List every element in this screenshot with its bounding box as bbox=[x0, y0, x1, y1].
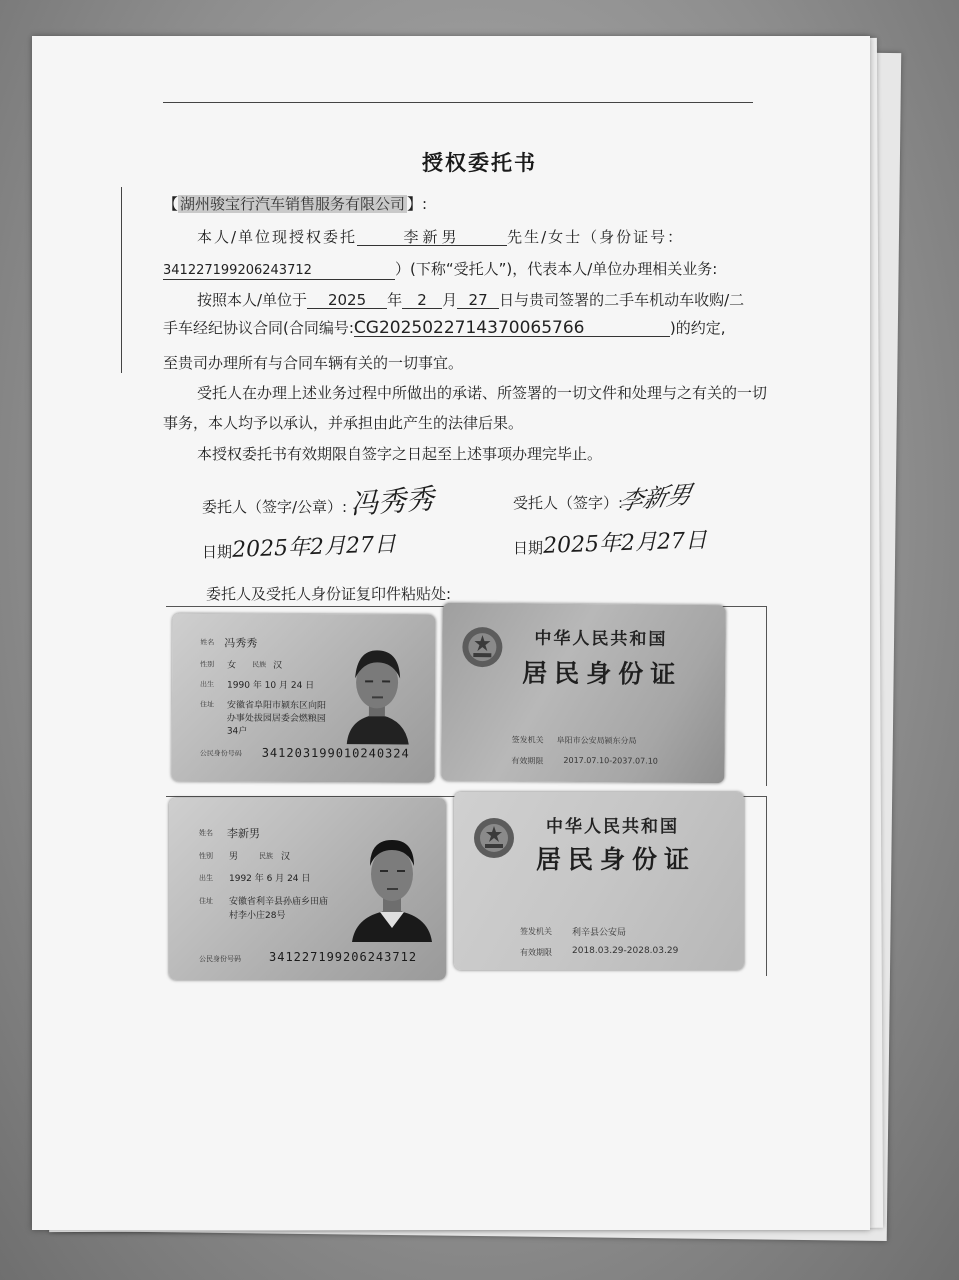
liability-line-1: 受托人在办理上述业务过程中所做出的承诺、所签署的一切文件和处理与之有关的一切 bbox=[197, 384, 768, 402]
name-label: 姓名 bbox=[199, 829, 213, 837]
line2-post: ）(下称“受托人”)，代表本人/单位办理相关业务: bbox=[395, 260, 718, 278]
agent-card-sex: 男 bbox=[229, 852, 239, 862]
principal-date-handwritten: 2025年2月27日 bbox=[231, 532, 397, 563]
paste-box-right-lower bbox=[766, 796, 767, 976]
id-copy-label: 委托人及受托人身份证复印件粘贴处: bbox=[206, 585, 452, 603]
principal-card-address-3: 34户 bbox=[226, 726, 248, 737]
birth-label: 出生 bbox=[200, 680, 215, 689]
bracket-close: 】: bbox=[407, 195, 428, 213]
back-title-card: 居民身份证 bbox=[522, 658, 683, 689]
line4-pre: 手车经纪协议合同(合同编号: bbox=[163, 319, 354, 337]
margin-rule bbox=[121, 187, 122, 373]
agent-date-handwritten: 2025年2月27日 bbox=[542, 528, 708, 559]
liability-line-2: 事务，本人均予以承认，并承担由此产生的法律后果。 bbox=[163, 414, 524, 432]
sex-label: 性别 bbox=[199, 852, 213, 860]
year-unit: 年 bbox=[387, 291, 403, 309]
ethnic-label: 民族 bbox=[252, 660, 267, 669]
name-label: 姓名 bbox=[200, 638, 215, 647]
agent-card-birth: 1992 年 6 月 24 日 bbox=[229, 874, 311, 884]
issuer-label: 签发机关 bbox=[520, 927, 552, 936]
line1-post: 先生/女士（身份证号： bbox=[507, 228, 685, 246]
principal-card-ethnic: 汉 bbox=[273, 660, 283, 671]
principal-card-photo bbox=[327, 634, 428, 745]
agent-card-valid: 2018.03.29-2028.03.29 bbox=[572, 946, 679, 956]
principal-card-address-2: 办事处拔园居委会燃粮园 bbox=[226, 713, 326, 725]
idno-label: 公民身份号码 bbox=[199, 955, 241, 963]
agent-card-photo bbox=[344, 824, 440, 942]
agent-name-field: 李新男 bbox=[357, 229, 507, 246]
line1-pre: 本人/单位现授权委托 bbox=[197, 228, 358, 246]
ethnic-label: 民族 bbox=[259, 852, 273, 860]
agent-id-card-back bbox=[454, 792, 744, 970]
principal-signature-label: 委托人（签字/公章）: bbox=[202, 498, 348, 516]
line3-pre: 按照本人/单位于 bbox=[197, 291, 308, 309]
birth-label: 出生 bbox=[199, 874, 213, 882]
principal-date-label: 日期 bbox=[202, 543, 233, 561]
principal-card-idno: 341203199010240324 bbox=[261, 745, 410, 761]
principal-id-card-front bbox=[172, 613, 436, 782]
issuer-label: 签发机关 bbox=[511, 735, 544, 745]
agent-card-issuer: 利辛县公安局 bbox=[572, 928, 627, 938]
year-field: 2025 bbox=[307, 292, 387, 309]
company-name: 湖州骏宝行汽车销售服务有限公司 bbox=[180, 195, 406, 213]
header-rule bbox=[163, 102, 753, 103]
agent-signature: 李新男 bbox=[616, 479, 695, 517]
principal-card-address-1: 安徽省阜阳市颍东区向阳 bbox=[226, 700, 326, 712]
contract-number-line bbox=[163, 317, 726, 338]
authorize-line bbox=[197, 226, 684, 247]
bracket-open: 【 bbox=[163, 195, 179, 213]
principal-signature: 冯秀秀 bbox=[349, 482, 436, 521]
contract-number-field: CG2025022714370065766 bbox=[354, 320, 670, 337]
principal-card-sex: 女 bbox=[227, 660, 237, 671]
national-emblem-icon bbox=[472, 816, 516, 860]
sex-label: 性别 bbox=[200, 660, 215, 669]
month-unit: 月 bbox=[442, 291, 458, 309]
principal-card-name: 冯秀秀 bbox=[224, 636, 258, 650]
agent-id-line bbox=[163, 258, 717, 280]
validity-line: 本授权委托书有效期限自签字之日起至上述事项办理完毕止。 bbox=[197, 445, 603, 463]
agent-card-idno: 341227199206243712 bbox=[269, 950, 418, 964]
agent-card-ethnic: 汉 bbox=[281, 852, 291, 862]
company-line bbox=[163, 193, 427, 214]
back-title-country: 中华人民共和国 bbox=[534, 628, 668, 650]
agent-id-field: 341227199206243712 bbox=[163, 263, 395, 280]
line3-post: 日与贵司签署的二手车机动车收购/二 bbox=[499, 291, 745, 309]
valid-label: 有效期限 bbox=[511, 756, 544, 766]
address-label: 住址 bbox=[199, 700, 214, 709]
address-label: 住址 bbox=[199, 897, 213, 905]
principal-card-valid: 2017.07.10-2037.07.10 bbox=[563, 755, 658, 766]
agent-card-address-2: 村李小庄28号 bbox=[229, 911, 286, 921]
principal-id-card-back bbox=[441, 603, 726, 783]
back-title-country: 中华人民共和国 bbox=[546, 817, 679, 837]
back-title-card: 居民身份证 bbox=[536, 845, 697, 874]
principal-card-birth: 1990 年 10 月 24 日 bbox=[227, 680, 315, 692]
national-emblem-icon bbox=[460, 625, 504, 669]
month-field: 2 bbox=[402, 292, 442, 309]
agent-card-address-1: 安徽省利辛县孙庙乡田庙 bbox=[229, 897, 329, 907]
agent-signature-label: 受托人（签字）: bbox=[513, 494, 624, 512]
document-title: 授权委托书 bbox=[422, 150, 537, 175]
matters-line: 至贵司办理所有与合同车辆有关的一切事宜。 bbox=[163, 354, 464, 372]
principal-card-issuer: 阜阳市公安局颍东分局 bbox=[556, 735, 637, 746]
line4-post: )的约定, bbox=[669, 319, 726, 337]
contract-date-line bbox=[197, 289, 744, 310]
day-field: 27 bbox=[457, 292, 499, 309]
paste-box-right-upper bbox=[766, 606, 767, 786]
idno-label: 公民身份号码 bbox=[199, 749, 242, 758]
agent-id-card-front bbox=[169, 798, 446, 980]
agent-date-label: 日期 bbox=[513, 539, 544, 557]
agent-card-name: 李新男 bbox=[227, 827, 260, 840]
valid-label: 有效期限 bbox=[520, 948, 552, 957]
